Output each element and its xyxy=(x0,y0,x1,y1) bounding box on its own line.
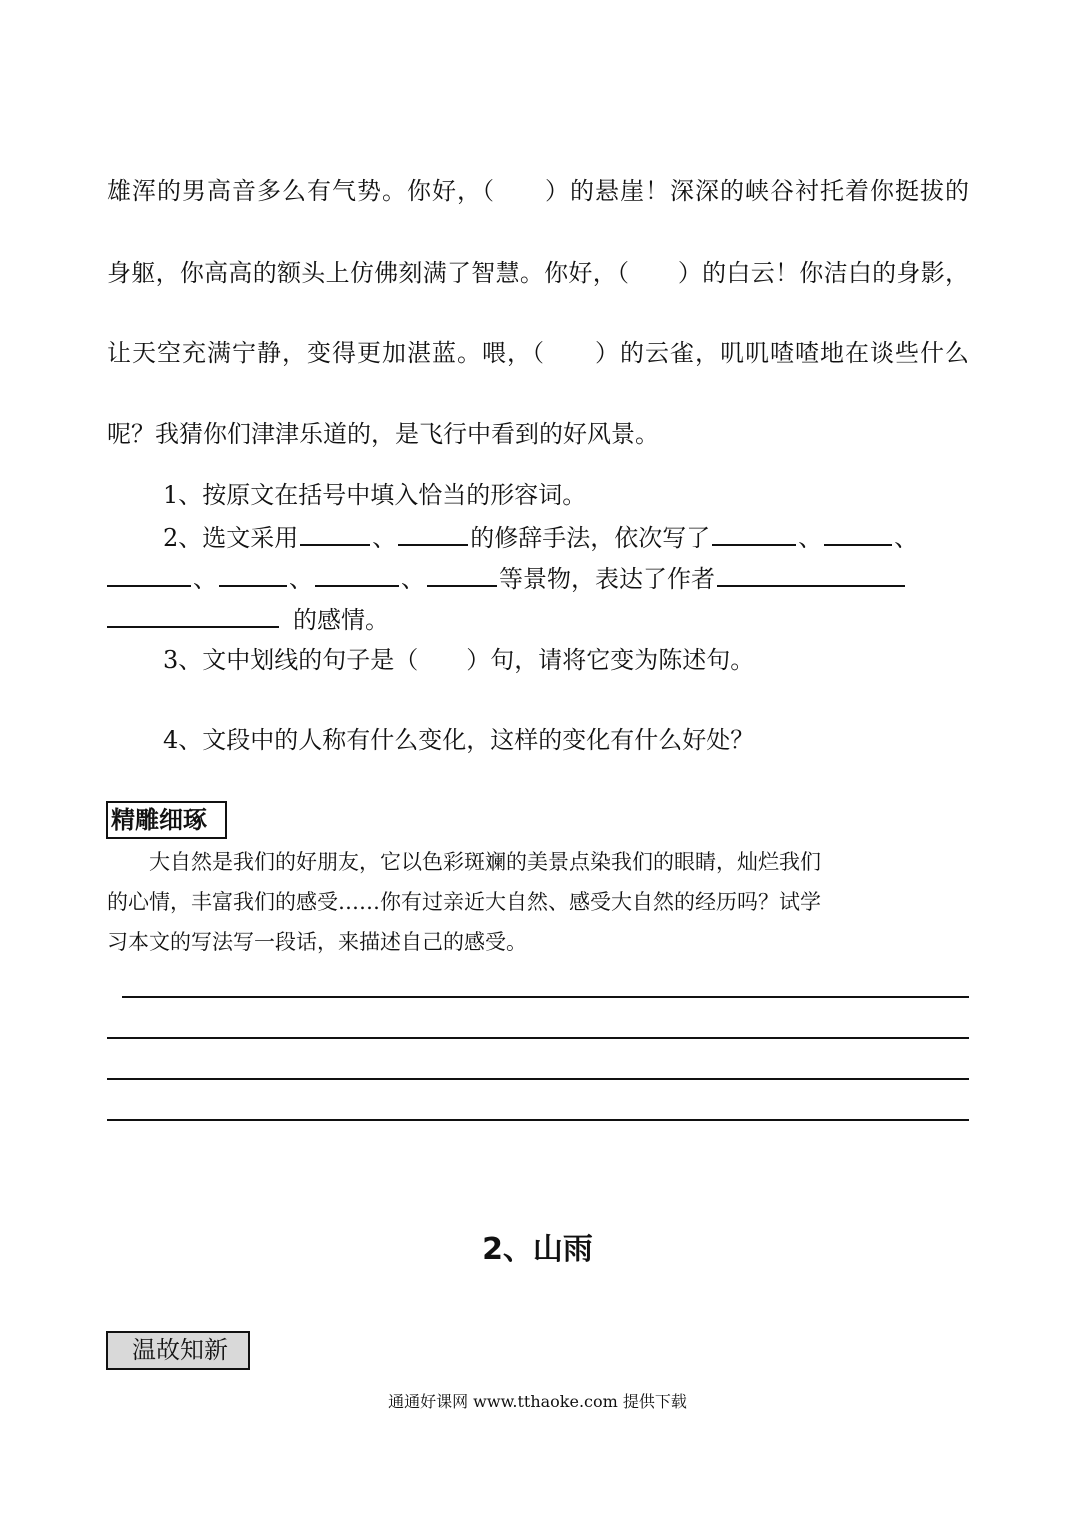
question-2-end: 等景物，表达了作者 xyxy=(499,565,715,593)
writing-line[interactable] xyxy=(107,1078,969,1080)
answer-blank[interactable] xyxy=(107,602,279,628)
question-2-mid: 的修辞手法，依次写了 xyxy=(470,524,711,552)
question-2-tail-line xyxy=(107,602,969,636)
separator: 、 xyxy=(401,565,425,593)
separator: 、 xyxy=(372,524,397,552)
question-2-tail: 的感情。 xyxy=(293,606,389,634)
instruction-line: 的心情，丰富我们的感受……你有过亲近大自然、感受大自然的经历吗？试学 xyxy=(107,890,821,914)
answer-blank[interactable] xyxy=(315,561,399,587)
answer-blank[interactable] xyxy=(824,520,892,546)
section-label-refine: 精雕细琢 xyxy=(106,801,227,839)
writing-line[interactable] xyxy=(122,996,969,998)
question-2-cont xyxy=(107,561,969,595)
separator: 、 xyxy=(798,524,823,552)
answer-blank[interactable] xyxy=(712,520,796,546)
answer-blank[interactable] xyxy=(300,520,370,546)
answer-blank[interactable] xyxy=(219,561,287,587)
section-label-review: 温故知新 xyxy=(106,1331,250,1370)
question-1: 1、按原文在括号中填入恰当的形容词。 xyxy=(163,481,587,509)
question-4: 4、文段中的人称有什么变化，这样的变化有什么好处？ xyxy=(163,726,755,754)
lesson-title: 2、山雨 xyxy=(482,1232,593,1267)
answer-blank[interactable] xyxy=(398,520,468,546)
passage-line: 雄浑的男高音多么有气势。你好，（ ）的悬崖！深深的峡谷衬托着你挺拔的 xyxy=(107,177,969,205)
separator: 、 xyxy=(289,565,313,593)
instruction-line: 习本文的写法写一段话，来描述自己的感受。 xyxy=(107,930,527,954)
writing-line[interactable] xyxy=(107,1119,969,1121)
separator: 、 xyxy=(894,524,919,552)
separator: 、 xyxy=(193,565,217,593)
writing-line[interactable] xyxy=(107,1037,969,1039)
passage-line: 让天空充满宁静，变得更加湛蓝。喂，（ ）的云雀，叽叽喳喳地在谈些什么 xyxy=(107,339,969,367)
question-3: 3、文中划线的句子是（ ）句，请将它变为陈述句。 xyxy=(163,646,755,674)
answer-blank[interactable] xyxy=(427,561,497,587)
refine-instructions xyxy=(107,842,969,962)
passage-line: 呢？我猜你们津津乐道的，是飞行中看到的好风景。 xyxy=(107,420,659,448)
instruction-line: 大自然是我们的好朋友，它以色彩斑斓的美景点染我们的眼睛，灿烂我们 xyxy=(107,850,821,874)
question-2 xyxy=(163,520,1025,554)
question-2-prefix: 2、选文采用 xyxy=(163,524,299,552)
passage-line: 身躯，你高高的额头上仿佛刻满了智慧。你好，（ ）的白云！你洁白的身影， xyxy=(107,259,969,287)
page-footer: 通通好课网 www.tthaoke.com 提供下载 xyxy=(388,1392,687,1411)
answer-blank[interactable] xyxy=(717,561,905,587)
answer-blank[interactable] xyxy=(107,561,191,587)
